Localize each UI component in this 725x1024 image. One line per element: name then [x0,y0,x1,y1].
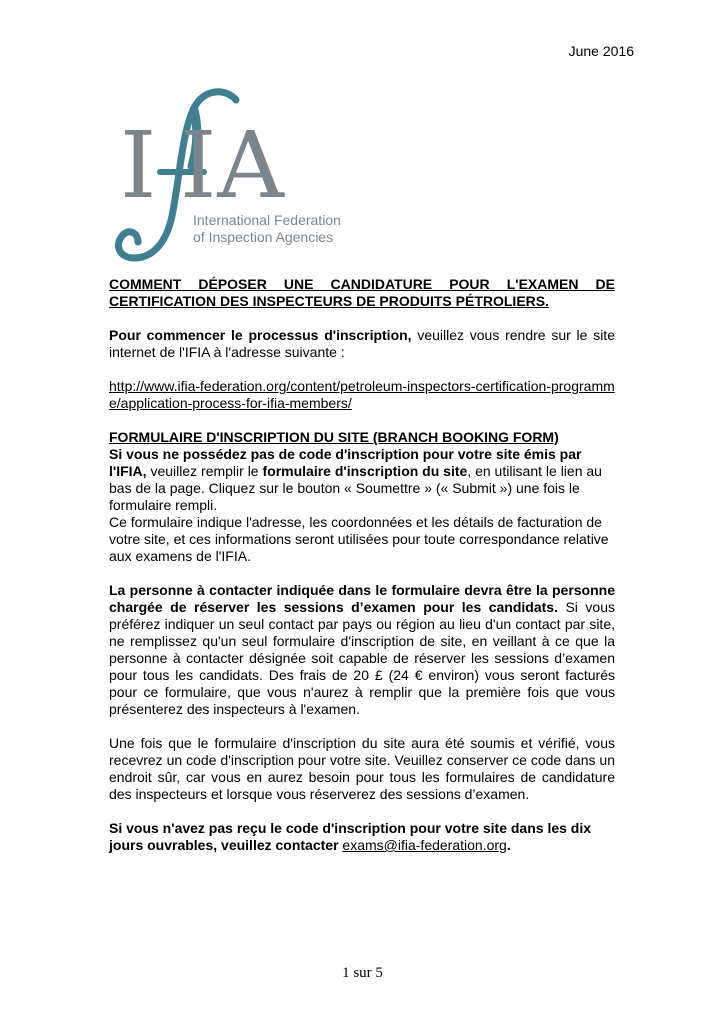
section-heading: FORMULAIRE D'INSCRIPTION DU SITE (BRANCH BOOKING FORM) [109,429,559,445]
document-body [109,276,615,871]
contact-person-paragraph: La personne à contacter indiquée dans le formulaire devra être la personne chargée de réserver les sessions d’examen pour les candidats. Si vous préférez indiquer un seul contact par pays ou région au lieu d'un contact par site, ne remplissez qu'un seul formulaire d'inscription de site, en veillant à ce que la personne à contacter désignée soit capable de réserver les sessions d’examen pour tous les candidats. Des frais de 20 £ (24 € environ) vous seront facturés pour ce formulaire, que vous n'aurez à remplir que la première fois que vous présenterez des inspecteurs à l'examen. [109,582,615,717]
intro-text: veuillez vous rendre sur le site internet de l'IFIA à l'adresse suivante : [109,327,615,360]
logo-letters-ia: IA [180,112,285,219]
branch-form-paragraph: Si vous ne possédez pas de code d'inscription pour votre site émis par l'IFIA, veuillez remplir le formulaire d'inscription du site, en utilisant le lien au bas de la page. Cliquez sur le bouton « Soumettre » (« Submit ») une fois le formulaire rempli. [109,446,602,513]
document-title: COMMENT DÉPOSER UNE CANDIDATURE POUR L'EXAMEN DE CERTIFICATION DES INSPECTEURS DE PRODUITS PÉTROLIERS. [109,276,615,309]
intro-bold: Pour commencer le processus d'inscription, [109,327,412,343]
page-number: 1 sur 5 [342,965,383,981]
logo-subtitle-line1: International Federation [193,212,341,228]
intro-paragraph [109,327,615,361]
exams-email-link[interactable]: exams@ifia-federation.org [342,837,507,853]
logo-subtitle-line2: of Inspection Agencies [193,229,334,245]
url-paragraph [109,378,615,412]
contact-paragraph: Si vous n'avez pas reçu le code d'inscription pour votre site dans les dix jours ouvrables, veuillez contacter exams@ifia-federation.org. [109,820,592,853]
date-header: June 2016 [568,43,634,59]
logo-letter-i: I [120,112,157,219]
registration-code-paragraph: Une fois que le formulaire d'inscription du site aura été soumis et vérifié, vous recevrez un code d'inscription pour votre site. Veuillez conserver ce code dans un endroit sûr, car vous en aurez besoin pour tous les formulaires de candidature des inspecteurs et lorsque vous réserverez des sessions d’examen. [109,735,615,802]
logo-subtitle [193,212,341,246]
application-process-link[interactable]: http://www.ifia-federation.org/content/petroleum-inspectors-certification-programme/application-process-for-ifia-members/ [109,378,615,411]
branch-form-details: Ce formulaire indique l'adresse, les coordonnées et les détails de facturation de votre site, et ces informations seront utilisées pour toute correspondance relative aux examens de l'IFIA. [109,514,609,564]
